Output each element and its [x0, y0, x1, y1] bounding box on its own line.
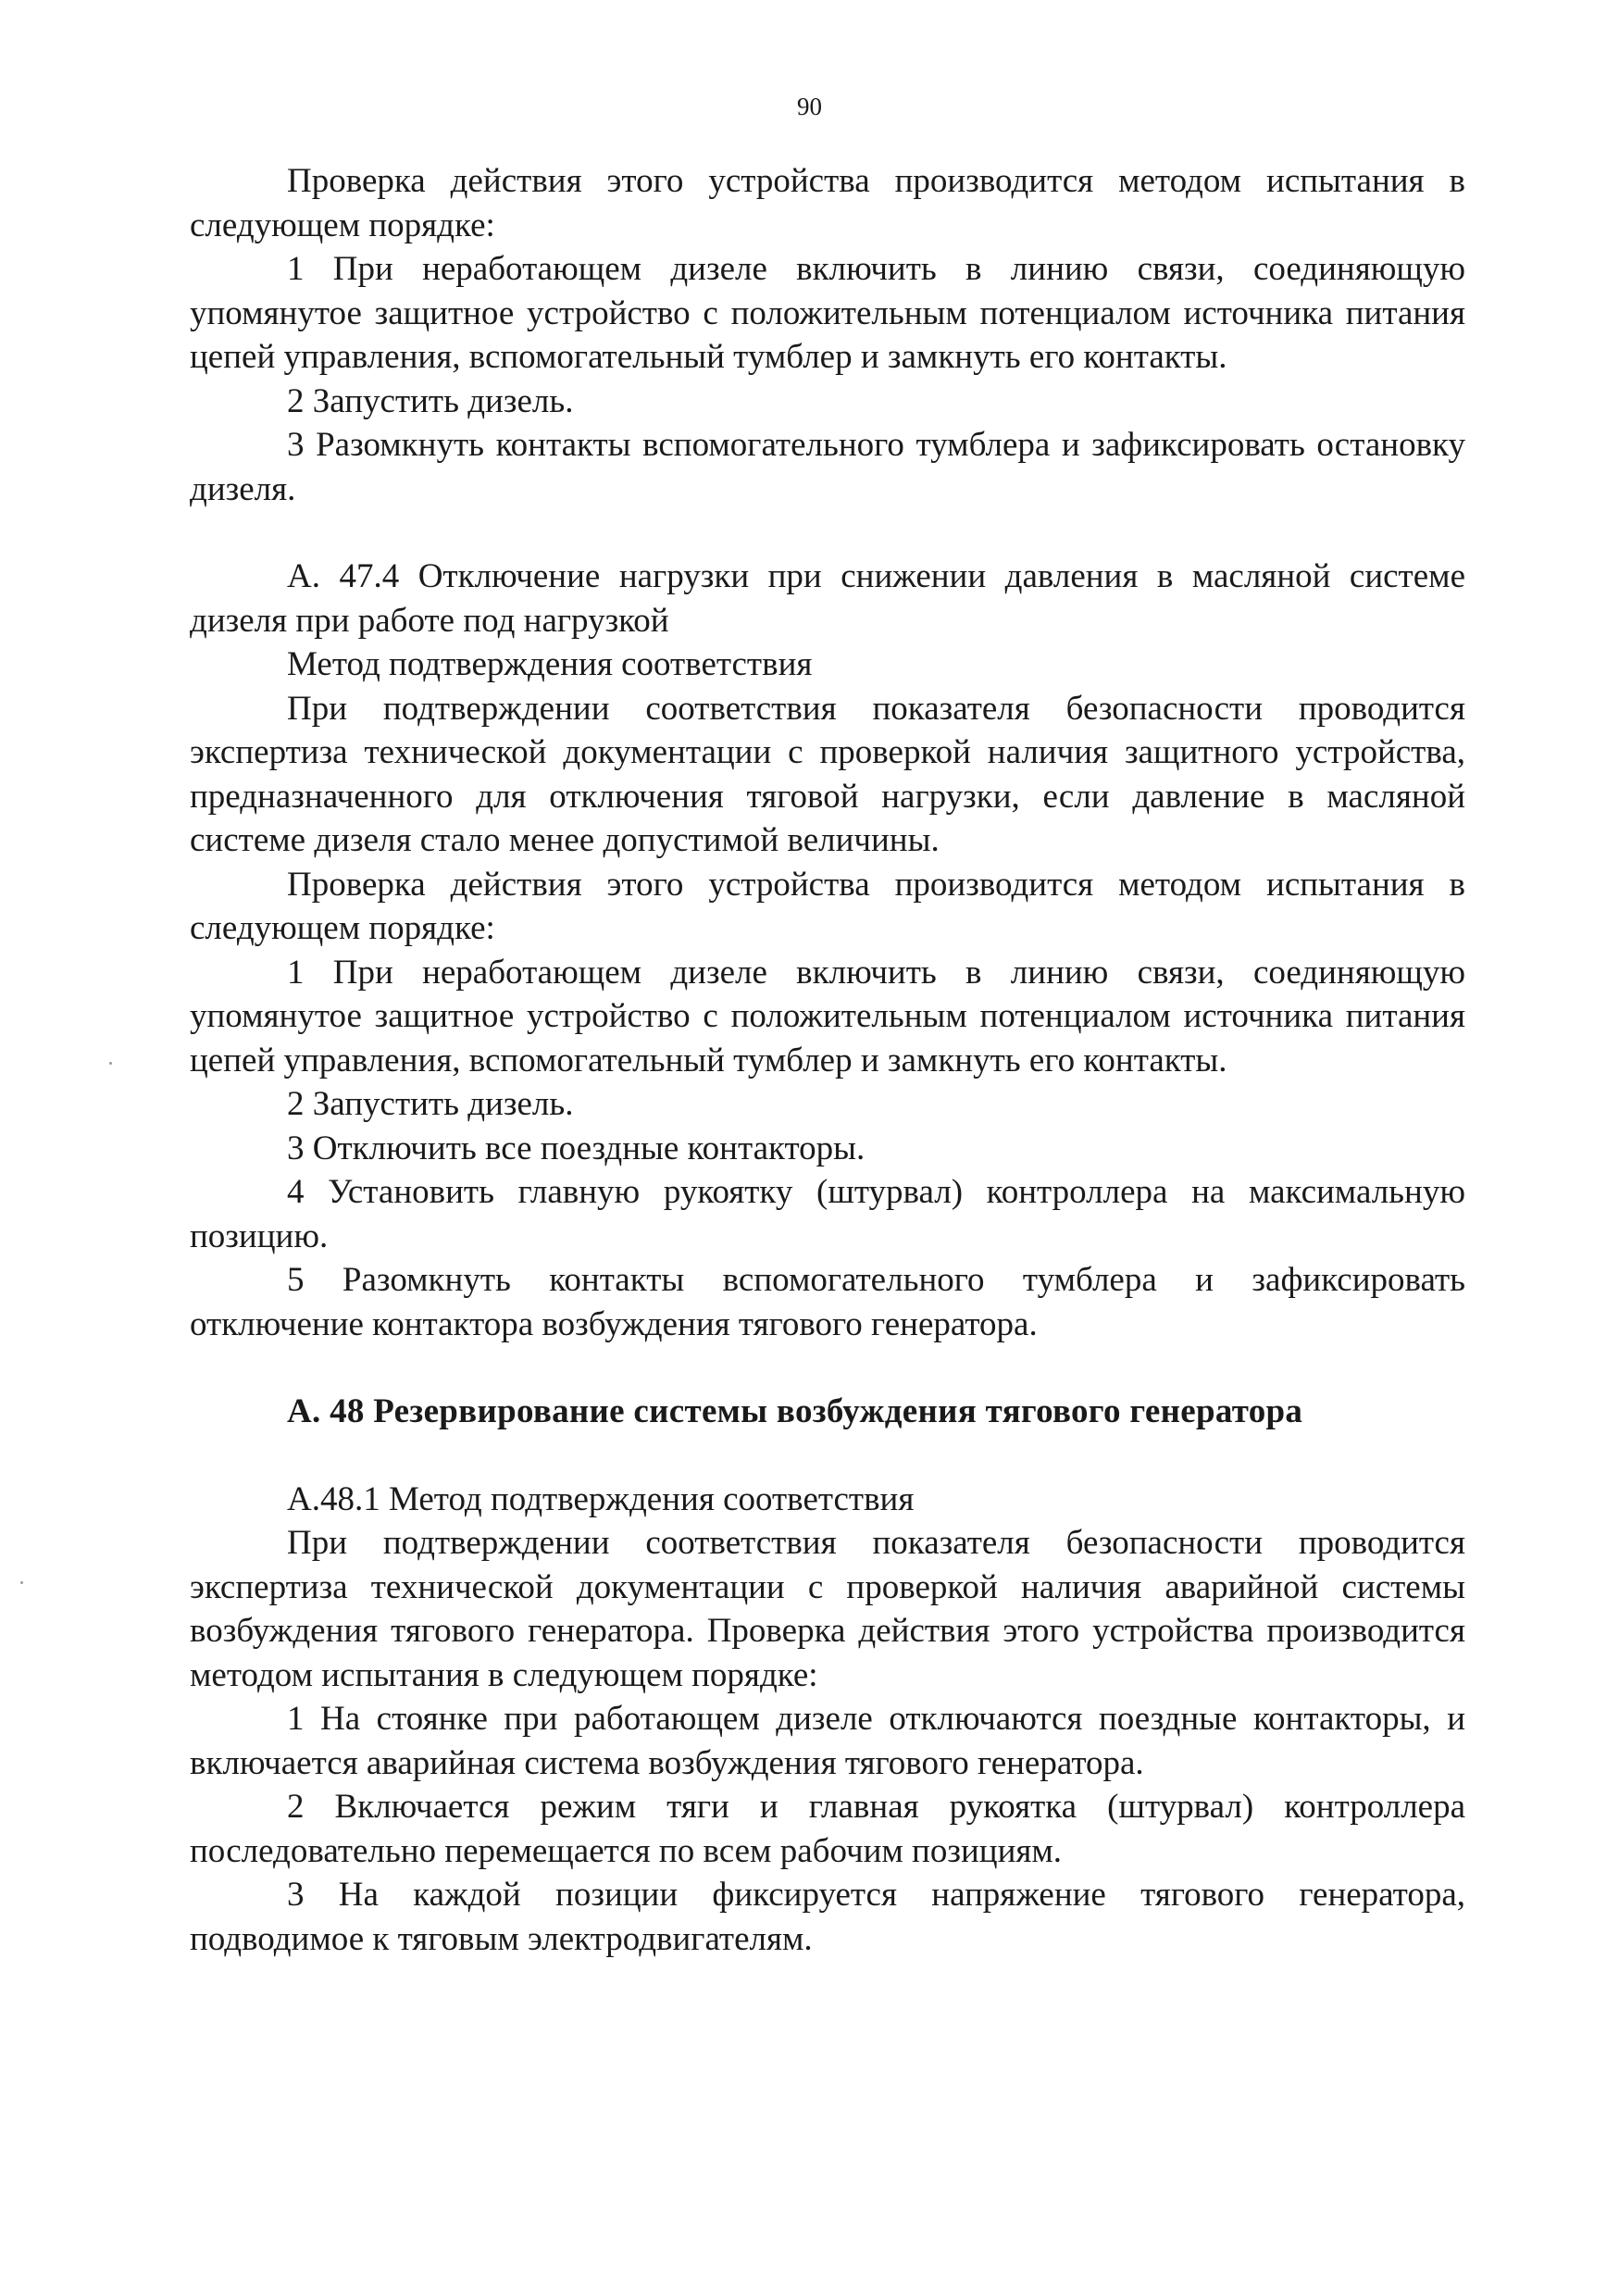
- scan-speck: [109, 1062, 112, 1065]
- list-step: 3 Отключить все поездные контакторы.: [287, 1129, 866, 1167]
- scan-speck: [20, 1581, 23, 1584]
- list-step: 1 На стоянке при работающем дизеле отключаются поездные контакторы, и включается аварийная система возбуждения тягового генератора.: [190, 1700, 1465, 1782]
- list-step: 3 На каждой позиции фиксируется напряжение тягового генератора, подводимое к тяговым электродвигателям.: [190, 1876, 1465, 1958]
- page-body: [190, 159, 1465, 1961]
- method-label: Метод подтверждения соответствия: [287, 645, 813, 683]
- list-step: 2 Включается режим тяги и главная рукоятка (штурвал) контроллера последовательно перемещается по всем рабочим позициям.: [190, 1788, 1465, 1870]
- list-step: 1 При неработающем дизеле включить в линию связи, соединяющую упомянутое защитное устройство с положительным потенциалом источника питания цепей управления, вспомогательный тумблер и замкнуть его контакты.: [190, 250, 1465, 376]
- section-title-47-4: А. 47.4 Отключение нагрузки при снижении давления в масляной системе дизеля при работе под нагрузкой: [190, 557, 1465, 640]
- list-step: 4 Установить главную рукоятку (штурвал) контроллера на максимальную позицию.: [190, 1173, 1465, 1255]
- list-step: 3 Разомкнуть контакты вспомогательного тумблера и зафиксировать остановку дизеля.: [190, 426, 1465, 508]
- page-number: 90: [797, 93, 822, 120]
- section-heading-48: А. 48 Резервирование системы возбуждения тягового генератора: [287, 1392, 1303, 1430]
- list-step: 2 Запустить дизель.: [287, 381, 574, 420]
- paragraph: Проверка действия этого устройства производится методом испытания в следующем порядке:: [190, 865, 1465, 947]
- list-step: 2 Запустить дизель.: [287, 1085, 574, 1123]
- paragraph: При подтверждении соответствия показателя безопасности проводится экспертиза технической документации с проверкой наличия защитного устройства, предназначенного для отключения тяговой нагрузки, если давление в масляной системе дизеля стало менее допустимой величины.: [190, 689, 1465, 859]
- list-step: 5 Разомкнуть контакты вспомогательного тумблера и зафиксировать отключение контактора возбуждения тягового генератора.: [190, 1261, 1465, 1343]
- list-step: 1 При неработающем дизеле включить в линию связи, соединяющую упомянутое защитное устройство с положительным потенциалом источника питания цепей управления, вспомогательный тумблер и замкнуть его контакты.: [190, 953, 1465, 1079]
- paragraph: Проверка действия этого устройства производится методом испытания в следующем порядке:: [190, 162, 1465, 244]
- subsection-title-48-1: А.48.1 Метод подтверждения соответствия: [287, 1479, 915, 1518]
- paragraph: При подтверждении соответствия показателя безопасности проводится экспертиза технической документации с проверкой наличия аварийной системы возбуждения тягового генератора. Проверка действия этого устройства производится методом испытания в следующем порядке:: [190, 1524, 1465, 1694]
